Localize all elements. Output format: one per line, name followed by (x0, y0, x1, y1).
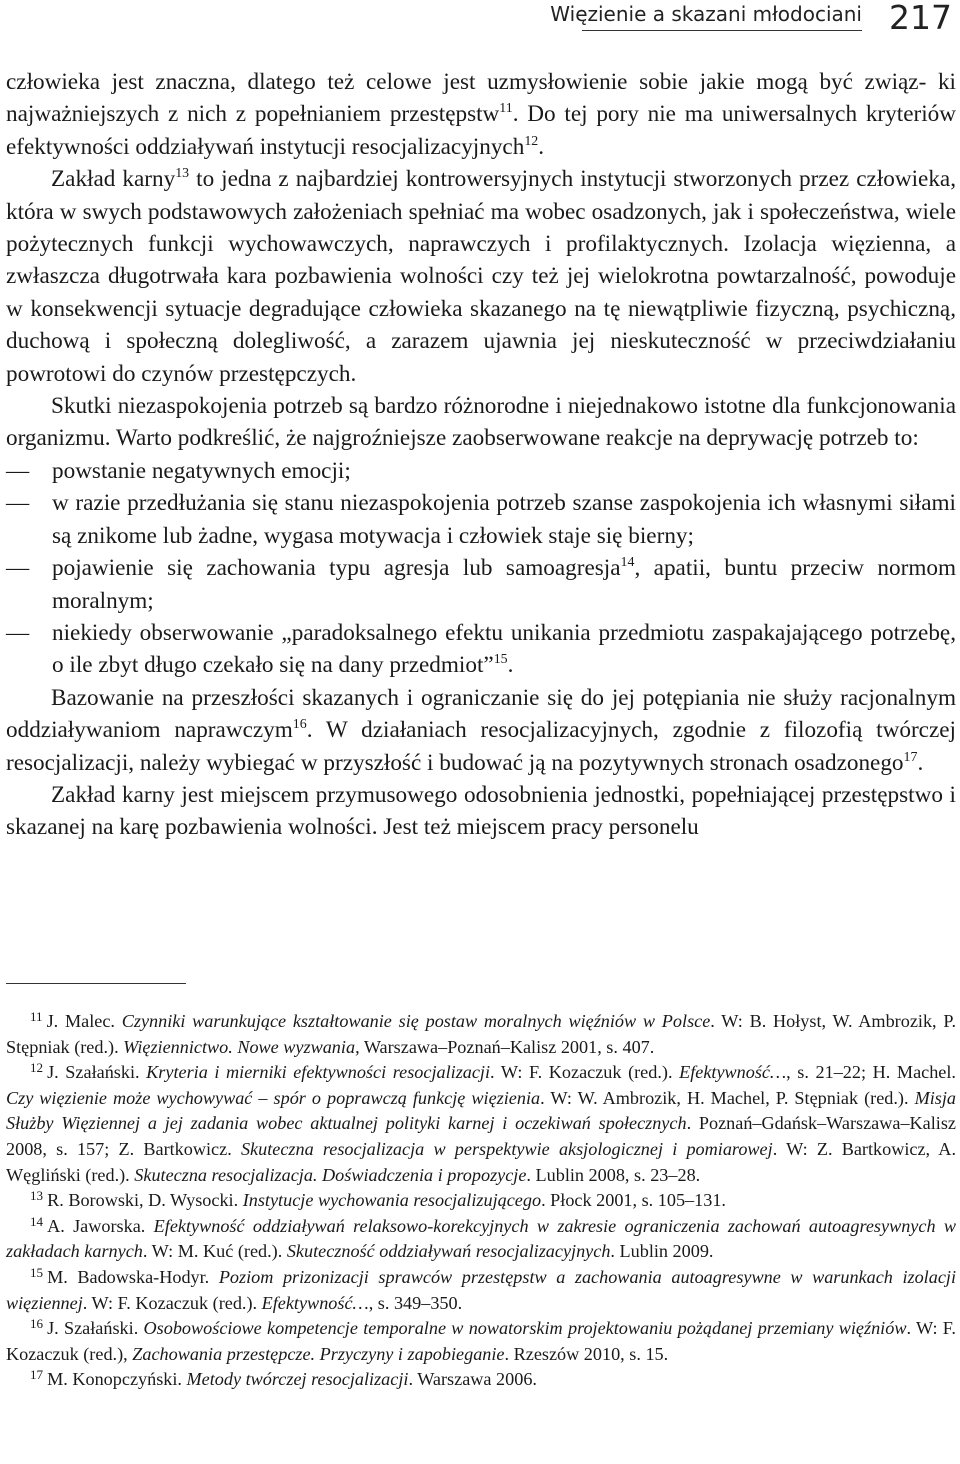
dash-bullet: — (6, 457, 30, 484)
footnote-title: Osobowościowe kompetencje temporalne w nowatorskim projektowaniu pożądanej przemiany więźniów (143, 1318, 907, 1339)
footnote-text: J. Szałański. (47, 1318, 144, 1339)
footnote-title: Czy więzienie może wychowywać – spór o poprawczą funkcję więzienia (6, 1087, 541, 1108)
footnote-ref-14[interactable]: 14 (620, 555, 635, 571)
list-item: — powstanie negatywnych emocji; (6, 455, 956, 487)
footnote-14 (6, 1214, 956, 1265)
footnote-title: Metody twórczej resocjalizacji (186, 1369, 409, 1390)
paragraph-1: człowieka jest znaczna, dlatego też celowe jest uzmysłowienie sobie jakie mogą być związ- ki najważniejszych z nich z popełnianiem przestępstw$^{11}$. Do tej pory nie ma uniwersalnych kryteriów efektywności oddziaływań instytucji resocjalizacyjnych$^{12}$. (6, 69, 956, 160)
list-item: — w razie przedłużania się stanu niezaspokojenia potrzeb szanse zaspokojenia ich własnymi siłami są znikome lub żadne, wygasa motywacja i człowiek staje się bierny; (6, 487, 956, 552)
footnote-12 (6, 1060, 956, 1188)
footnote-text: . Lublin 2008, s. 23–28. (526, 1164, 701, 1185)
footnote-number: 13 (30, 1188, 44, 1204)
paragraph-2: Zakład karny$^{13}$ to jedna z najbardziej kontrowersyjnych instytucji stworzonych przez człowieka, która w swych podstawowych założeniach spełniać ma wobec osadzonych, jak i społeczeństwa, wiele pożytecznych funkcji wychowawczych, naprawczych i profilaktycznych. Izolacja więzienna, a zwłaszcza długotrwała kara pozbawienia wolności czy też jej wielokrotna powtarzalność, powoduje w konsekwencji sytuacje degradujące człowieka skazanego na tę niewątpliwie fizyczną, psychiczną, duchową i społeczną dolegliwość, a zarazem ujawnia jej nieskuteczność w przeciwdziałaniu powrotowi do czynów przestępczych. (6, 166, 957, 387)
footnote-number: 16 (30, 1316, 44, 1332)
footnote-ref-16[interactable]: 16 (292, 717, 307, 733)
footnote-text: . Rzeszów 2010, s. 15. (504, 1343, 669, 1364)
footnote-ref-11[interactable]: 11 (499, 101, 513, 117)
footnote-text: . Warszawa 2006. (408, 1369, 537, 1390)
footnote-title: Skuteczność oddziaływań resocjalizacyjnych (286, 1241, 611, 1262)
footnote-separator (6, 983, 186, 984)
paragraph-5: Zakład karny jest miejscem przymusowego odosobnienia jednostki, popełniającej przestępstwo i skazanej na karę pozbawienia wolności. Jest też miejscem pracy personelu (6, 781, 956, 841)
footnote-16 (6, 1316, 956, 1367)
footnote-number: 14 (30, 1213, 44, 1229)
footnote-ref-12[interactable]: 12 (524, 133, 539, 149)
running-title: Więzienie a skazani młodociani (550, 2, 862, 26)
footnote-15 (6, 1265, 956, 1316)
footnote-text: J. Szałański. (47, 1062, 147, 1083)
list-item: — niekiedy obserwowanie „paradoksalnego efektu unikania przedmiotu zaspakajającego potrzebę, o ile zbyt długo czekało się na dany przedmiot”$^{15}$. (6, 617, 956, 682)
footnote-ref-15[interactable]: 15 (493, 652, 508, 668)
footnote-text: . W: F. Kozaczuk (red.), (6, 1318, 956, 1364)
paragraph-3: Skutki niezaspokojenia potrzeb są bardzo różnorodne i niejednakowo istotne dla funkcjonowania organizmu. Warto podkreślić, że najgroźniejsze zaobserwowane reakcje na deprywację potrzeb to: (6, 393, 956, 452)
footnote-text: . Płock 2001, s. 105–131. (541, 1190, 726, 1211)
footnote-title: Poziom prizonizacji sprawców przestępstw a zachowania autoagresywne w warunkach izolacji więziennej (6, 1266, 957, 1313)
footnote-text: A. Jaworska. (47, 1215, 154, 1236)
footnote-text: . W: M. Kuć (red.). (142, 1241, 287, 1262)
paragraph-4: Bazowanie na przeszłości skazanych i ograniczanie się do jej potępiania nie służy racjonalnym oddziaływaniom naprawczym$^{16}$. W działaniach resocjalizacyjnych, zgodnie z filozofią twórczej resocjalizacji, należy wybiegać w przyszłość i budować ją na pozytywnych stronach osadzonego$^{17}$. (6, 684, 956, 776)
footnote-13 (6, 1188, 956, 1214)
dash-bullet: — (6, 619, 30, 646)
footnote-title: Skuteczna resocjalizacja w perspektywie aksjologicznej i pomiarowej (240, 1138, 773, 1159)
footnote-number: 17 (30, 1367, 44, 1383)
footnote-number: 15 (30, 1265, 44, 1281)
footnote-text: R. Borowski, D. Wysocki. (47, 1190, 243, 1211)
footnote-text: , s. 349–350. (368, 1292, 463, 1313)
footnote-title: Misja Służby Więziennej a jej zadania wobec aktualnej polityki karnej i oczekiwań społecznych (6, 1087, 956, 1134)
footnote-text: , Warszawa–Poznań–Kalisz 2001, s. 407. (355, 1036, 655, 1057)
footnote-title: Efektywność… (261, 1292, 369, 1313)
footnote-title: Efektywność oddziaływań relaksowo-korekcyjnych w zakresie ograniczenia zachowań autoagresywnych w zakładach karnych (6, 1215, 956, 1262)
footnote-text: M. Konopczyński. (47, 1369, 187, 1390)
footnote-text: . W: Z. Bartkowicz, A. Węgliński (red.). (6, 1138, 956, 1185)
footnote-title: Skuteczna resocjalizacja. Doświadczenia i propozycje (134, 1164, 527, 1185)
page-number: 217 (889, 0, 952, 37)
footnote-text: . W: F. Kozaczuk (red.). (490, 1062, 680, 1083)
dash-bullet: — (6, 490, 30, 517)
footnote-text: . Lublin 2009. (610, 1241, 714, 1262)
footnote-title: Efektywność… (679, 1062, 787, 1083)
footnote-text: M. Badowska-Hodyr. (47, 1266, 219, 1287)
footnote-text: . W: B. Hołyst, W. Ambrozik, P. Stępniak (red.). (6, 1011, 956, 1057)
footnote-title: Kryteria i mierniki efektywności resocjalizacji (146, 1062, 491, 1083)
footnote-text: , s. 21–22; H. Machel. (786, 1062, 956, 1083)
footnote-number: 11 (30, 1009, 43, 1025)
page-header (0, 0, 960, 40)
footnote-text: . W: W. Ambrozik, H. Machel, P. Stępniak (red.). (540, 1087, 915, 1108)
list-item: — pojawienie się zachowania typu agresja lub samoagresja$^{14}$, apatii, buntu przeciw normom moralnym; (6, 552, 956, 617)
footnote-title: Więziennictwo. Nowe wyzwania (123, 1036, 356, 1057)
footnote-title: Instytucje wychowania resocjalizującego (242, 1190, 542, 1211)
footnote-11 (6, 1009, 956, 1060)
footnote-ref-17[interactable]: 17 (903, 749, 918, 765)
footnote-title: Zachowania przestępcze. Przyczyny i zapobieganie (132, 1343, 505, 1364)
footnote-title: Czynniki warunkujące kształtowanie się postaw moralnych więźniów w Polsce (121, 1011, 711, 1031)
dash-bullet: — (6, 555, 30, 582)
footnote-text: J. Malec. (46, 1011, 122, 1031)
footnote-number: 12 (30, 1060, 44, 1076)
footnote-ref-13[interactable]: 13 (175, 166, 190, 182)
body-text (6, 66, 956, 844)
footnotes-section (6, 1009, 956, 1393)
footnote-text: . W: F. Kozaczuk (red.). (82, 1292, 262, 1313)
footnote-17 (6, 1367, 956, 1393)
header-rule (582, 30, 862, 31)
footnote-text: . Poznań–Gdańsk–Warszawa–Kalisz 2008, s. 157; Z. Bartkowicz. (6, 1113, 957, 1159)
